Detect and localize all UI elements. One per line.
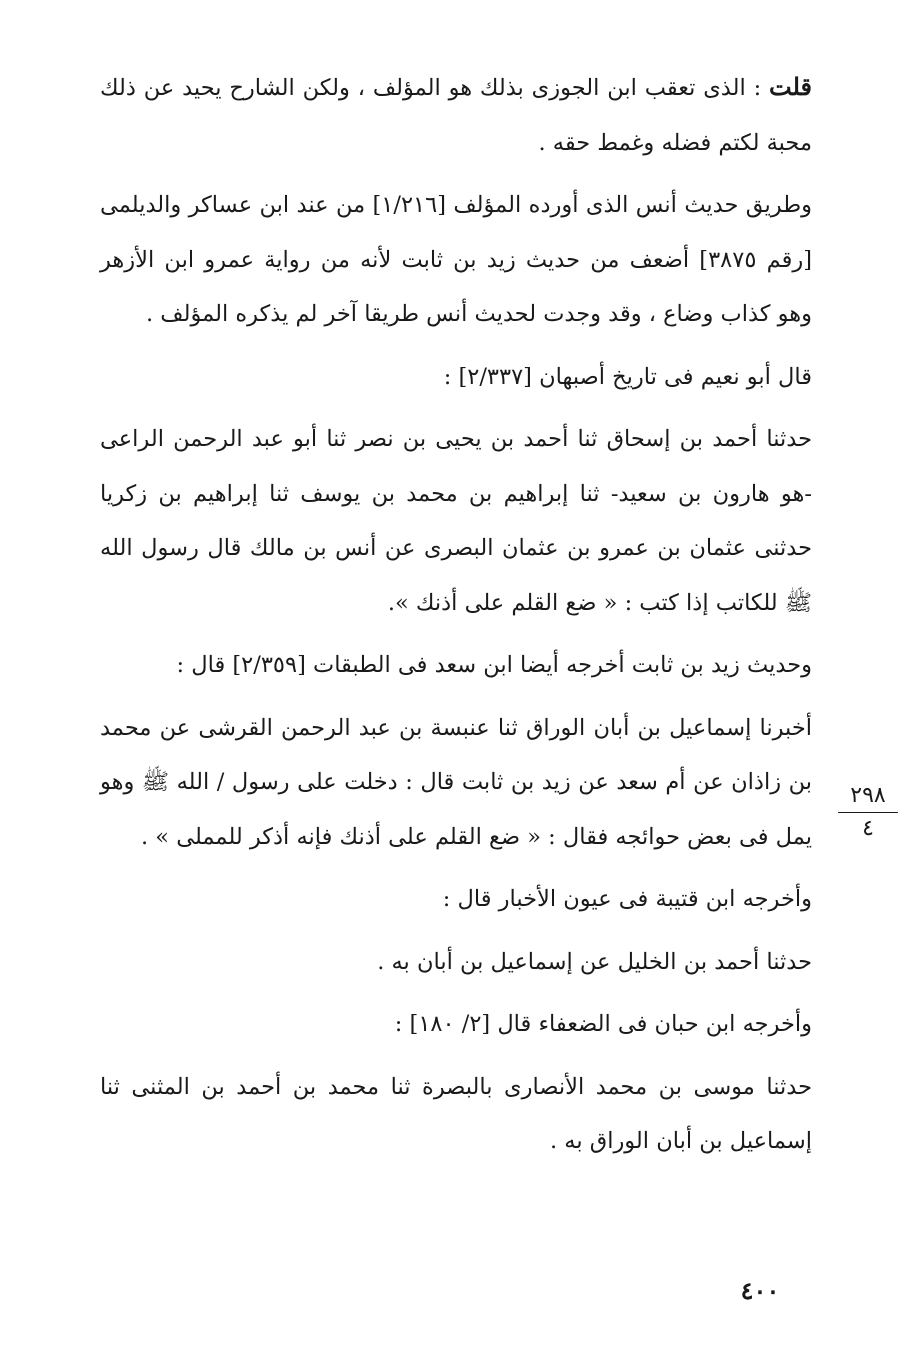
margin-page-reference — [838, 782, 898, 843]
paragraph-text: حدثنا أحمد بن إسحاق ثنا أحمد بن يحيى بن نصر ثنا أبو عبد الرحمن الراعى -هو هارون بن سعيد- ثنا إبراهيم بن محمد بن يوسف ثنا إبراهيم بن زكريا حدثنى عثمان بن عمرو بن عثمان البصرى عن أنس بن مالك قال رسول الله ﷺ للكاتب إذا كتب : « ضع القلم على أذنك ». — [100, 426, 812, 616]
paragraph-2 — [100, 178, 812, 342]
paragraph-10 — [100, 1060, 812, 1169]
paragraph-9 — [100, 997, 812, 1052]
paragraph-text: أخبرنا إسماعيل بن أبان الوراق ثنا عنبسة بن عبد الرحمن القرشى عن محمد بن زاذان عن أم سعد عن زيد بن ثابت قال : دخلت على رسول / الله ﷺ وهو يمل فى بعض حوائجه فقال : « ضع القلم على أذنك فإنه أذكر للمملى » . — [100, 714, 812, 850]
paragraph-6 — [100, 701, 812, 865]
paragraph-text: وطريق حديث أنس الذى أورده المؤلف [١/٢١٦] من عند ابن عساكر والديلمى [رقم ٣٨٧٥] أضعف من حديث زيد بن ثابت لأنه من رواية عمرو ابن الأزهر وهو كذاب وضاع ، وقد وجدت لحديث أنس طريقا آخر لم يذكره المؤلف . — [100, 192, 813, 327]
page-number: ٤٠٠ — [740, 1276, 780, 1305]
paragraph-5 — [100, 638, 812, 693]
paragraph-text: وأخرجه ابن قتيبة فى عيون الأخبار قال : — [442, 886, 812, 912]
paragraph-1 — [100, 60, 812, 170]
paragraph-text: وأخرجه ابن حبان فى الضعفاء قال [٢/ ١٨٠] : — [394, 1011, 812, 1037]
paragraph-4 — [100, 412, 812, 630]
margin-reference-denominator: ٤ — [862, 816, 874, 841]
paragraph-lead: قلت — [769, 72, 812, 101]
paragraph-text: : الذى تعقب ابن الجوزى بذلك هو المؤلف ، ولكن الشارح يحيد عن ذلك محبة لكتم فضله وغمط حقه . — [100, 75, 812, 156]
paragraph-7 — [100, 872, 812, 927]
paragraph-text: حدثنا أحمد بن الخليل عن إسماعيل بن أبان به . — [377, 948, 812, 975]
paragraph-3 — [100, 350, 812, 405]
paragraph-text: قال أبو نعيم فى تاريخ أصبهان [٢/٣٣٧] : — [443, 363, 812, 390]
main-text — [100, 60, 812, 1169]
paragraph-text: وحديث زيد بن ثابت أخرجه أيضا ابن سعد فى الطبقات [٢/٣٥٩] قال : — [176, 652, 812, 678]
paragraph-8 — [100, 935, 812, 990]
margin-reference-numerator: ٢٩٨ — [838, 782, 898, 813]
paragraph-text: حدثنا موسى بن محمد الأنصارى بالبصرة ثنا محمد بن أحمد بن المثنى ثنا إسماعيل بن أبان الوراق به . — [100, 1073, 812, 1154]
